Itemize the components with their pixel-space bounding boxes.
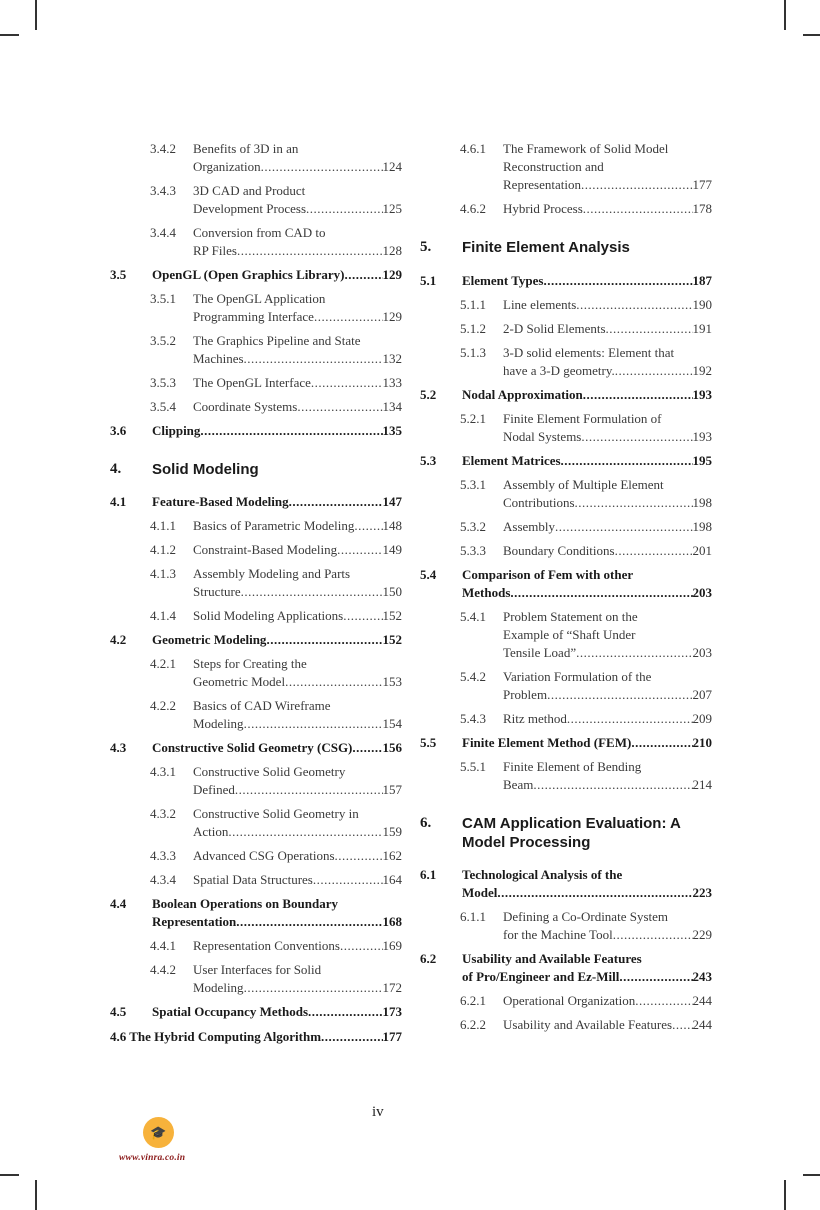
section-number: 5.3: [420, 453, 437, 468]
dot-leader: [236, 913, 382, 931]
crop-mark-bottom-left-h: [0, 1174, 19, 1176]
section-number: 5.1: [420, 273, 437, 288]
dot-leader: [235, 781, 383, 799]
section-number: 4.3.4: [150, 872, 176, 887]
section-number: 5.1.2: [460, 321, 486, 336]
dot-leader: [261, 158, 383, 176]
page-ref: 190: [692, 297, 712, 312]
section-number: 4.4: [110, 896, 127, 911]
page-ref: 132: [382, 351, 402, 366]
page-ref: 154: [382, 716, 402, 731]
dot-leader: [619, 968, 692, 986]
crop-mark-top-right-h: [803, 34, 820, 36]
dot-leader: [313, 871, 383, 889]
page-ref: 214: [692, 777, 712, 792]
section-number: 3.6: [110, 423, 127, 438]
dot-leader: [555, 518, 693, 536]
section-title: Development Process: [193, 201, 307, 216]
section-title: Contributions: [503, 495, 575, 510]
section-number: 4.3.2: [150, 806, 176, 821]
section-number: 4.2: [110, 632, 127, 647]
section-title: Model: [462, 885, 498, 900]
section-number: 3.5: [110, 267, 127, 282]
section-title: Example of “Shaft Under: [503, 627, 636, 642]
page-ref: 147: [382, 494, 402, 509]
chapter-number: 4.: [110, 461, 122, 477]
dot-leader: [581, 428, 692, 446]
section-title: Defining a Co-Ordinate System: [503, 909, 668, 924]
section-number: 4.1.4: [150, 608, 176, 623]
section-title: The OpenGL Interface: [193, 375, 311, 390]
dot-leader: [266, 631, 382, 649]
crop-mark-bottom-right-v: [784, 1180, 786, 1210]
dot-leader: [345, 266, 383, 284]
page-ref: 164: [382, 872, 402, 887]
section-title: Ritz method: [503, 711, 567, 726]
graduation-cap-icon: 🎓: [150, 1125, 167, 1140]
dot-leader: [343, 607, 382, 625]
section-number: 6.2.2: [460, 1017, 486, 1032]
page-ref: 135: [382, 423, 402, 438]
section-title: Beam: [503, 777, 534, 792]
section-title: Basics of CAD Wireframe: [193, 698, 331, 713]
dot-leader: [200, 422, 382, 440]
section-title: Modeling: [193, 716, 244, 731]
section-title: Finite Element of Bending: [503, 759, 642, 774]
page-ref: 178: [692, 201, 712, 216]
section-title: Tensile Load”: [503, 645, 577, 660]
page-ref: 134: [382, 399, 402, 414]
page-ref: 203: [692, 585, 712, 600]
dot-leader: [510, 584, 692, 602]
page-ref: 195: [692, 453, 712, 468]
dot-leader: [352, 739, 382, 757]
dot-leader: [311, 374, 383, 392]
chapter-title: CAM Application Evaluation: A: [462, 815, 681, 832]
chapter-title: Solid Modeling: [152, 461, 259, 478]
dot-leader: [228, 823, 382, 841]
section-number: 6.2.1: [460, 993, 486, 1008]
section-number: 5.4: [420, 567, 437, 582]
section-title: Spatial Occupancy Methods: [152, 1004, 309, 1019]
section-title: The Graphics Pipeline and State: [193, 333, 361, 348]
section-title: Basics of Parametric Modeling: [193, 518, 355, 533]
dot-leader: [497, 884, 692, 902]
section-title: Programming Interface: [193, 309, 314, 324]
dot-leader: [533, 776, 692, 794]
page-ref: 169: [382, 938, 402, 953]
page-ref: 159: [382, 824, 402, 839]
page-ref: 191: [692, 321, 712, 336]
dot-leader: [576, 644, 692, 662]
page-ref: 152: [382, 632, 402, 647]
dot-leader: [337, 541, 382, 559]
section-title: Finite Element Method (FEM): [462, 735, 632, 750]
page-ref: 223: [692, 885, 712, 900]
dot-leader: [635, 992, 692, 1010]
page-ref: 129: [382, 309, 402, 324]
page-ref: 201: [692, 543, 712, 558]
section-title: Machines: [193, 351, 244, 366]
page-ref: 209: [692, 711, 712, 726]
section-number: 5.1.3: [460, 345, 486, 360]
section-title: of Pro/Engineer and Ez-Mill: [462, 969, 620, 984]
section-title: have a 3-D geometry.: [503, 363, 615, 378]
section-number: 6.1.1: [460, 909, 486, 924]
crop-mark-bottom-left-v: [35, 1180, 37, 1210]
section-title: Boolean Operations on Boundary: [152, 896, 339, 911]
section-number: 5.3.3: [460, 543, 486, 558]
section-number: 3.5.4: [150, 399, 176, 414]
section-title: Conversion from CAD to: [193, 225, 326, 240]
section-title: Solid Modeling Applications: [193, 608, 344, 623]
page-ref: 150: [382, 584, 402, 599]
watermark-site-link[interactable]: www.vinra.co.in: [119, 1153, 186, 1163]
section-number: 5.5: [420, 735, 437, 750]
dot-leader: [306, 200, 382, 218]
section-number: 5.4.1: [460, 609, 486, 624]
page-ref: 153: [382, 674, 402, 689]
dot-leader: [672, 1016, 692, 1034]
dot-leader: [615, 362, 693, 380]
section-title: RP Files: [193, 243, 237, 258]
crop-mark-top-right-v: [784, 0, 786, 30]
crop-mark-bottom-right-h: [803, 1174, 820, 1176]
section-title: Structure: [193, 584, 241, 599]
section-title: Comparison of Fem with other: [462, 567, 634, 582]
page-ref: 243: [692, 969, 712, 984]
page-ref: 133: [382, 375, 402, 390]
section-number: 3.5.2: [150, 333, 176, 348]
page-ref: 128: [382, 243, 402, 258]
section-title: Modeling: [193, 980, 244, 995]
section-number: 4.1.1: [150, 518, 176, 533]
section-number: 4.3.3: [150, 848, 176, 863]
section-title: Boundary Conditions: [503, 543, 615, 558]
dot-leader: [297, 398, 382, 416]
dot-leader: [606, 320, 693, 338]
section-title: Action: [193, 824, 229, 839]
page-ref: 157: [382, 782, 402, 797]
page-ref: 168: [382, 914, 402, 929]
section-title: 2-D Solid Elements: [503, 321, 606, 336]
section-title: Clipping: [152, 423, 201, 438]
section-title: 3D CAD and Product: [193, 183, 306, 198]
page-ref: 152: [382, 608, 402, 623]
section-title: Spatial Data Structures: [193, 872, 313, 887]
dot-leader: [321, 1028, 382, 1046]
section-number: 5.2: [420, 387, 437, 402]
section-title: Feature-Based Modeling: [152, 494, 289, 509]
chapter-number: 5.: [420, 239, 432, 255]
page-ref: 148: [382, 518, 402, 533]
section-number: 3.5.1: [150, 291, 176, 306]
section-title: Representation Conventions: [193, 938, 340, 953]
section-title: Representation: [152, 914, 237, 929]
section-title: Reconstruction and: [503, 159, 604, 174]
page-ref: 177: [692, 177, 712, 192]
section-title: for the Machine Tool: [503, 927, 613, 942]
dot-leader: [244, 350, 383, 368]
section-title: Problem Statement on the: [503, 609, 638, 624]
dot-leader: [308, 1003, 382, 1021]
dot-leader: [547, 686, 692, 704]
section-title: Nodal Systems: [503, 429, 582, 444]
section-title: Geometric Modeling: [152, 632, 267, 647]
section-title: Nodal Approximation: [462, 387, 583, 402]
section-title: Constructive Solid Geometry (CSG): [152, 740, 353, 755]
section-title: Technological Analysis of the: [462, 867, 623, 882]
section-title: Usability and Available Features: [462, 951, 642, 966]
page-ref: 129: [382, 267, 402, 282]
section-number: 5.4.2: [460, 669, 486, 684]
section-number: 4.6.2: [460, 201, 486, 216]
section-title: Finite Element Formulation of: [503, 411, 662, 426]
page-ref: 193: [692, 387, 712, 402]
chapter-title: Model Processing: [462, 834, 591, 851]
section-title: Steps for Creating the: [193, 656, 307, 671]
section-title: 4.6 The Hybrid Computing Algorithm: [110, 1029, 322, 1044]
page-ref: 172: [382, 980, 402, 995]
dot-leader: [289, 493, 383, 511]
page-ref: 207: [692, 687, 712, 702]
crop-mark-top-left-v: [35, 0, 37, 30]
section-title: Problem: [503, 687, 548, 702]
section-title: The Framework of Solid Model: [503, 141, 669, 156]
section-number: 4.1: [110, 494, 127, 509]
page-ref: 162: [382, 848, 402, 863]
page-ref: 177: [382, 1029, 402, 1044]
dot-leader: [244, 715, 383, 733]
page-ref: 198: [692, 519, 712, 534]
page-ref: 187: [692, 273, 712, 288]
page-ref: 192: [692, 363, 712, 378]
section-title: Organization: [193, 159, 261, 174]
section-title: Variation Formulation of the: [503, 669, 652, 684]
dot-leader: [615, 542, 693, 560]
dot-leader: [631, 734, 692, 752]
chapter-title: Finite Element Analysis: [462, 239, 630, 256]
section-number: 6.2: [420, 951, 437, 966]
section-title: The OpenGL Application: [193, 291, 326, 306]
section-number: 4.3: [110, 740, 127, 755]
section-title: Coordinate Systems: [193, 399, 298, 414]
dot-leader: [314, 308, 383, 326]
section-title: Methods: [462, 585, 511, 600]
section-number: 3.4.3: [150, 183, 176, 198]
page-ref: 173: [382, 1004, 402, 1019]
dot-leader: [583, 386, 693, 404]
section-number: 4.6.1: [460, 141, 486, 156]
section-title: Benefits of 3D in an: [193, 141, 299, 156]
section-title: Defined: [193, 782, 235, 797]
section-number: 6.1: [420, 867, 437, 882]
section-number: 5.2.1: [460, 411, 486, 426]
dot-leader: [613, 926, 693, 944]
section-number: 4.4.1: [150, 938, 176, 953]
dot-leader: [241, 583, 383, 601]
page-ref: 210: [692, 735, 712, 750]
dot-leader: [354, 517, 382, 535]
section-title: Element Matrices: [462, 453, 561, 468]
section-title: Assembly Modeling and Parts: [193, 566, 351, 581]
dot-leader: [335, 847, 383, 865]
page-number: iv: [372, 1104, 384, 1120]
crop-mark-top-left-h: [0, 34, 19, 36]
section-number: 4.1.2: [150, 542, 176, 557]
dot-leader: [561, 452, 693, 470]
dot-leader: [576, 296, 692, 314]
page-ref: 149: [382, 542, 402, 557]
page-ref: 244: [692, 1017, 712, 1032]
dot-leader: [237, 242, 383, 260]
section-title: Constraint-Based Modeling: [193, 542, 338, 557]
chapter-number: 6.: [420, 815, 432, 831]
section-number: 3.4.2: [150, 141, 176, 156]
dot-leader: [244, 979, 383, 997]
page-ref: 198: [692, 495, 712, 510]
dot-leader: [544, 272, 693, 290]
section-number: 4.1.3: [150, 566, 176, 581]
page-ref: 244: [692, 993, 712, 1008]
section-title: Geometric Model: [193, 674, 286, 689]
page-ref: 124: [382, 159, 402, 174]
watermark-logo: [143, 1117, 174, 1148]
page-ref: 156: [382, 740, 402, 755]
section-title: Assembly of Multiple Element: [503, 477, 664, 492]
dot-leader: [567, 710, 693, 728]
page-ref: 203: [692, 645, 712, 660]
section-title: Constructive Solid Geometry in: [193, 806, 359, 821]
section-title: Representation: [503, 177, 581, 192]
section-title: Element Types: [462, 273, 544, 288]
section-title: Constructive Solid Geometry: [193, 764, 346, 779]
section-number: 5.1.1: [460, 297, 486, 312]
section-number: 5.4.3: [460, 711, 486, 726]
section-number: 4.2.1: [150, 656, 176, 671]
section-title: User Interfaces for Solid: [193, 962, 322, 977]
section-number: 5.3.1: [460, 477, 486, 492]
section-number: 4.4.2: [150, 962, 176, 977]
section-title: Hybrid Process: [503, 201, 583, 216]
dot-leader: [340, 937, 383, 955]
section-number: 5.3.2: [460, 519, 486, 534]
section-title: Assembly: [503, 519, 555, 534]
section-number: 3.4.4: [150, 225, 176, 240]
dot-leader: [285, 673, 382, 691]
section-number: 3.5.3: [150, 375, 176, 390]
dot-leader: [581, 176, 693, 194]
section-number: 4.5: [110, 1004, 127, 1019]
section-title: Usability and Available Features: [503, 1017, 673, 1032]
dot-leader: [583, 200, 693, 218]
section-title: Line elements: [503, 297, 577, 312]
section-number: 4.3.1: [150, 764, 176, 779]
page-ref: 193: [692, 429, 712, 444]
section-title: OpenGL (Open Graphics Library): [152, 267, 345, 282]
section-title: 3-D solid elements: Element that: [503, 345, 675, 360]
section-title: Advanced CSG Operations: [193, 848, 335, 863]
page-ref: 229: [692, 927, 712, 942]
dot-leader: [575, 494, 693, 512]
page-ref: 125: [382, 201, 402, 216]
section-number: 5.5.1: [460, 759, 486, 774]
section-number: 4.2.2: [150, 698, 176, 713]
section-title: Operational Organization: [503, 993, 636, 1008]
